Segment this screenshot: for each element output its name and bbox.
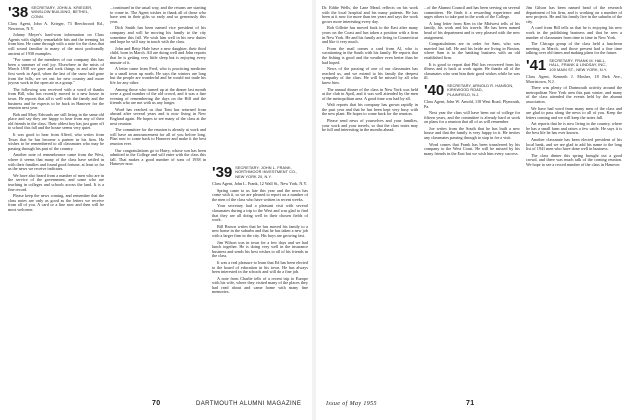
column-text xyxy=(424,100,520,157)
paragraph: Word has reached us that Tom has returned from abroad after several years and is now living in New England again. He hopes to see many of the class at the next reunion. xyxy=(110,106,206,126)
left-column-3 xyxy=(212,6,308,391)
paragraph: The class dinner this spring brought out a good crowd, and there was much talk of the coming reunion. We hope to see a record number of the class in Hanover. xyxy=(526,152,622,168)
secretary-line: SECRETARY, FRANK M. HALL, xyxy=(549,58,606,63)
paragraph: The following was received with a word of thanks from Bill, who has recently moved to a new house in town. He reports that all is well with the family and the business and he expects to be back in Hanover for the reunion next year. xyxy=(8,86,104,111)
column-text xyxy=(424,6,520,81)
paragraph: Your secretary had a pleasant visit with several classmates during a trip to the West and was glad to find that they are all doing well in their chosen fields of work. xyxy=(212,203,308,223)
paragraph: The committee for the reunion is already at work and will have an announcement for all of you before long. Plan now to come back to Hanover and make it the best reunion ever. xyxy=(110,127,206,147)
paragraph: Class Agent, Kenneth J. Mosher, 18 Park Ave., Morristown, N.J. xyxy=(526,73,622,84)
secretary-line: SECRETARY, ARNOLD R. HANSON, xyxy=(447,83,514,88)
class-secretary xyxy=(549,59,607,72)
paragraph: We have also heard from a number of men who are in the service of the government, and some who are teaching in colleges and schools across the land. It is a fine record. xyxy=(8,172,104,192)
right-page xyxy=(316,0,628,420)
secretary-line: PLAINFIELD, N.J. xyxy=(447,92,480,97)
paragraph: Our congratulations go to Harry, whose son has been admitted to the College and will enter with the class this fall. That makes a good number of sons of 1938 in Hanover now. xyxy=(110,147,206,167)
column-text xyxy=(110,6,206,167)
column-text xyxy=(8,22,104,213)
paragraph: We have had word from many men of the class and are glad to pass along the news to all of you. Keep the letters coming and we will keep the notes full. xyxy=(526,105,622,120)
class-secretary xyxy=(31,6,92,19)
secretary-line: SECRETARY, JOHN L. FRANK, xyxy=(235,166,292,170)
right-column-3 xyxy=(526,6,622,391)
secretary-line: 100 MAIN ST., NEW YORK, N.Y. xyxy=(549,67,608,72)
right-column-2 xyxy=(424,6,520,391)
left-column-1 xyxy=(8,6,104,391)
secretary-line: KIRKWOOD ROAD, xyxy=(447,88,483,93)
secretary-line: NEW YORK 20, N.Y. xyxy=(235,174,272,179)
class-heading-41 xyxy=(526,56,622,74)
paragraph: The annual dinner of the class in New York was held at the club in April, and it was well attended by the men of the metropolitan area. A good time was had by all. xyxy=(322,86,418,101)
class-secretary xyxy=(235,166,297,179)
paragraph: It is good to report that Phil has recovered from his illness and is back at work again. He thanks all of the classmates who sent him their good wishes while he was ill. xyxy=(424,61,520,81)
paragraph: Spring came to us late this year and the news has come with it, so we are pleased to report on a number of the men of the class who have written in recent weeks. xyxy=(212,187,308,202)
secretary-line: SECRETARY, JOHN A. KRIEGER, xyxy=(31,6,93,10)
paragraph: Next year the class will have been out of college for fifteen years, and the committee is already hard at work on plans for a reunion that all of us will remember. xyxy=(424,110,520,125)
paragraph: A card from Bill tells us that he is enjoying his new work in the publishing business and that he sees a number of classmates from time to time in New York. xyxy=(526,25,622,40)
paragraph: A long letter from Ken in the Midwest tells of his family, his work and his travels. He has been named head of his department and is very pleased with the new assignment. xyxy=(424,20,520,40)
paragraph: Another note of remembrance came from the West, where it seems that many of the class have settled in with their families and found good fortune, at least so far as the news we receive indicates. xyxy=(8,152,104,172)
paragraph: Another classmate has been elected president of his local bank, and we are glad to add his name to the long list of 1941 men who have done well in business. xyxy=(526,137,622,152)
secretary-line: NORTHMOOR INVESTMENT CO., xyxy=(235,170,298,175)
class-number: '38 xyxy=(8,6,29,21)
paragraph: It was a real pleasure to learn that Ed has been elected to the board of education in his town. He has always been interested in the schools and will do a fine job. xyxy=(212,259,308,275)
magazine-name: DARTMOUTH ALUMNI MAGAZINE xyxy=(196,401,302,407)
paragraph: Class Agent, John A. Krieger, 73 Beechwood Rd., Newtown, N.Y. xyxy=(8,21,104,31)
paragraph: Dr. Eddie Wells, the Lane Mead, reflects on his work with the local hospital and his many patients. He has been at it now for more than ten years and says the work grows more interesting every day. xyxy=(322,6,418,24)
paragraph: Joe writes from the South that he has built a new house and that the family is very happy in it. He invites any classmates passing through to stop in for a visit. xyxy=(424,125,520,141)
paragraph: Bill Brown writes that he has moved his family to a new home in the suburbs and that he has taken a new job with a larger firm in the city. His boys are growing fast. xyxy=(212,223,308,238)
paragraph: From the mail comes a card from Al, who is vacationing in the South with his family. He reports that the fishing is good and the weather even better than he had hoped. xyxy=(322,45,418,65)
paragraph: Johnny Meyer's hard-won information on Class Agents with slightly remarkable bits and the teeming lot from him. He came through with a note for the class that will sound familiar to many of the most profoundly ancient of 1938 examples. xyxy=(8,32,104,56)
paragraph: Class Agent, John L. Frank, 12 Wall St., New York, N.Y. xyxy=(212,181,308,186)
page-number: 70 xyxy=(152,400,161,407)
paragraph: John and Betty Hale have a new daughter, their third child, born in March. All are doing well and John reports that he is getting very little sleep but is enjoying every minute of it. xyxy=(110,45,206,65)
class-number: '39 xyxy=(212,164,233,181)
right-column-1 xyxy=(322,6,418,391)
paragraph: A note from Charlie tells of a recent trip to Europe with his wife, where they visited many of the places they had read about and came home with many fine memories. xyxy=(212,275,308,295)
page-number: 71 xyxy=(466,400,475,407)
paragraph: News of the passing of one of our classmates has reached us, and we extend to his family the deepest sympathy of the class. He will be missed by all who knew him. xyxy=(322,66,418,85)
paragraph: Bob Gillette has moved back to the East after many years on the Coast and has taken a position with a firm in New York. He and his family are living in Connecticut and like it very much. xyxy=(322,25,418,45)
paragraph: Among those who turned up at the dinner last month were a good number of the old crowd, and it was a fine evening of remembering the days on the Hill and the friends who are not with us any longer. xyxy=(110,86,206,106)
secretary-line: HALL, FRANK & LINDSAY, INC., xyxy=(549,63,608,68)
paragraph: Jim Wilson was in town for a few days and we had lunch together. He is doing very well in the insurance business and sends his best wishes to all of his friends in the class. xyxy=(212,239,308,259)
paragraph: Congratulations are in order for Sam, who was married last fall. He and his bride are living in Boston, where Sam is in the banking business with an old established firm. xyxy=(424,41,520,60)
paragraph: "For some of the members of our company this has been a summer of real joy. Elsewhere in the mists of March 1938 we gave and took things in and after the first week in April, when the last of the snow had gone from the hills, we set out for new country and more joyous work in the open air as a group." xyxy=(8,57,104,86)
paragraph: Art reports that he is now living in the country, where he has a small farm and raises a few cattle. He says it is the best life he has ever known. xyxy=(526,121,622,136)
paragraph: Please send news of yourselves and your families, your work and your travels, so that the class notes may be full and interesting in the months ahead. xyxy=(322,118,418,133)
class-secretary xyxy=(447,84,513,97)
column-text xyxy=(526,75,622,168)
paragraph: Please keep the news coming, and remember that the class notes are only as good as the letters we receive from all of you. A card or a line now and then will be most welcome. xyxy=(8,193,104,212)
paragraph: It was good to hear from Alfred, who writes from Texas that he has become a partner in his firm. He wishes to be remembered to all classmates who may be passing through his part of the country. xyxy=(8,132,104,151)
paragraph: There was plenty of Dartmouth activity around the metropolitan New York area this past winter, and many of the class attended the events held by the alumni association. xyxy=(526,85,622,104)
paragraph: Class Agent, John W. Arnold, 118 West Road, Plymouth, Pa. xyxy=(424,98,520,109)
left-page xyxy=(0,0,312,420)
left-column-2 xyxy=(110,6,206,391)
column-text xyxy=(526,6,622,56)
class-number: '41 xyxy=(526,56,547,74)
secretary-line: CONN. xyxy=(31,14,44,19)
paragraph: Bob and Mary Edwards are still living in the same old place and say they are happy to hear from any of their old friends in the class. Their oldest boy has just gone off to school this fall and the house seems very quiet. xyxy=(8,111,104,131)
paragraph: Dick Smith has been named vice president of his company and will be moving his family to the city sometime this fall. We wish him well in his new duties and hope he will stay in touch with the class. xyxy=(110,25,206,45)
class-number: '40 xyxy=(424,81,445,99)
issue-label: Issue of May 1955 xyxy=(326,401,377,407)
paragraph: Jim Gilson has been named head of the research department of his firm, and is working on a number of new projects. He and his family live in the suburbs of the city. xyxy=(526,6,622,24)
column-text xyxy=(322,6,418,133)
class-heading-39 xyxy=(212,166,308,179)
paragraph: The Chicago group of the class held a luncheon meeting in March, and those present had a fine time talking over old times and making plans for the future. xyxy=(526,41,622,56)
paragraph: Word comes that Frank has been transferred by his company to the West Coast. He will be missed by his many friends in the East but we wish him every success. xyxy=(424,141,520,156)
paragraph: A letter came from Fred, who is practicing medicine in a small town up north. He says the winters are long but the people are wonderful and he would not trade his life for any other. xyxy=(110,66,206,85)
paragraph: ...continued in the usual way, and the returns are starting to come in. The Agent wishes to thank all of those who have sent in their gifts so early and so generously this year. xyxy=(110,6,206,24)
paragraph: Walt reports that his company has grown rapidly in the past year and that he has been kept very busy with the new plant. He hopes to come back for the reunion. xyxy=(322,102,418,117)
class-heading-38 xyxy=(8,6,104,19)
column-text xyxy=(212,182,308,295)
paragraph: ...of the Alumni Council and has been serving on several committees. He finds it a rewarding experience and urges others to take part in the work of the College. xyxy=(424,6,520,20)
secretary-line: WINSLOW BUILDING, BETHEL, xyxy=(31,10,90,15)
class-heading-40 xyxy=(424,81,520,99)
